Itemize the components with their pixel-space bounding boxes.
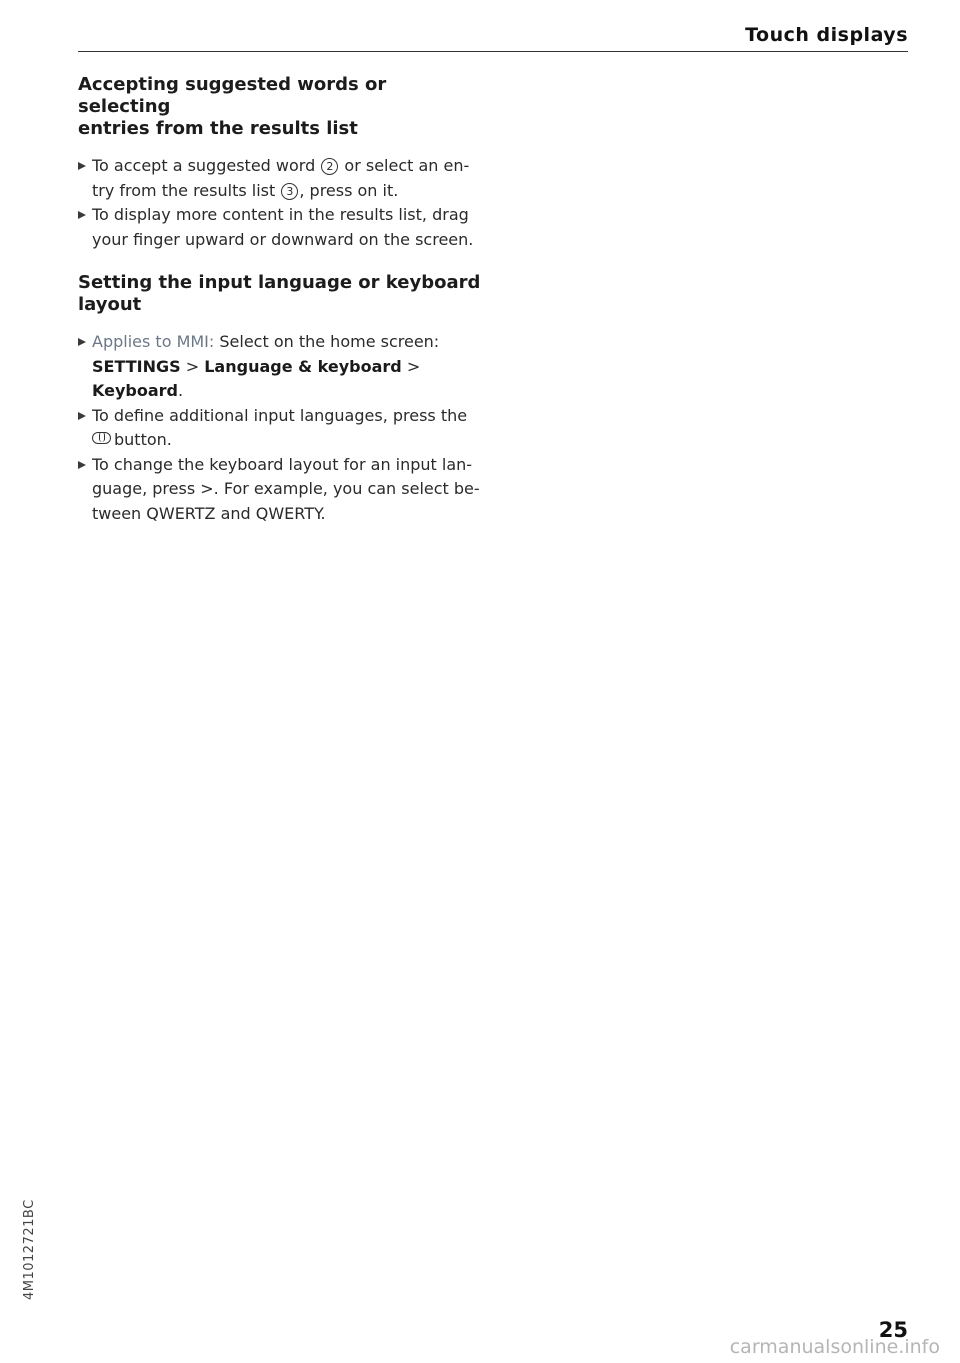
menu-path-settings: SETTINGS	[92, 356, 181, 376]
steps-list	[78, 330, 483, 526]
callout-marker-3: 3	[281, 183, 298, 200]
menu-path-language-keyboard: Language & keyboard	[204, 356, 402, 376]
step-text: .	[177, 381, 184, 400]
main-content	[78, 74, 483, 526]
step-text: guage, press >. For example, you can select be-	[92, 479, 480, 498]
page-header-title: Touch displays	[745, 24, 908, 46]
step-text: , press on it.	[299, 180, 399, 200]
step-text: To display more content in the results list, drag	[92, 205, 469, 224]
step-text: tween QWERTZ and QWERTY.	[92, 503, 326, 523]
triangle-right-icon	[78, 461, 86, 469]
path-separator: >	[401, 356, 421, 376]
triangle-right-icon	[78, 211, 86, 219]
header-divider	[78, 51, 908, 52]
oval-button-icon	[92, 432, 111, 444]
path-separator: >	[180, 356, 205, 376]
heading-line: layout	[78, 294, 142, 315]
step-text: To accept a suggested word	[92, 156, 316, 175]
applies-to-label: Applies to MMI:	[92, 332, 215, 351]
step-accept-word	[78, 154, 483, 203]
section-heading-input-language	[78, 272, 483, 316]
step-text: try from the results list	[92, 180, 276, 200]
menu-path-keyboard: Keyboard	[92, 381, 178, 400]
step-display-more	[78, 203, 483, 252]
triangle-right-icon	[78, 412, 86, 420]
step-text: button.	[114, 430, 172, 449]
step-change-layout	[78, 453, 483, 527]
steps-list	[78, 154, 483, 252]
watermark: carmanualsonline.info	[729, 1336, 940, 1358]
callout-marker-2: 2	[321, 158, 338, 175]
step-text: Select on the home screen:	[214, 332, 440, 351]
step-define-languages	[78, 404, 483, 453]
step-select-settings	[78, 330, 483, 404]
section-heading-suggested-words	[78, 74, 483, 140]
page-number: 25	[878, 1318, 908, 1342]
step-text: To change the keyboard layout for an input lan-	[92, 454, 473, 474]
document-code: 4M1012721BC	[22, 1199, 37, 1300]
heading-line: entries from the results list	[78, 118, 358, 139]
triangle-right-icon	[78, 162, 86, 170]
heading-line: Accepting suggested words or selecting	[78, 74, 387, 117]
triangle-right-icon	[78, 338, 86, 346]
step-text: or select an en-	[344, 156, 470, 175]
step-text: your finger upward or downward on the screen.	[92, 229, 474, 249]
heading-line: Setting the input language or keyboard	[78, 272, 481, 293]
step-text: To define additional input languages, press the	[92, 405, 468, 425]
